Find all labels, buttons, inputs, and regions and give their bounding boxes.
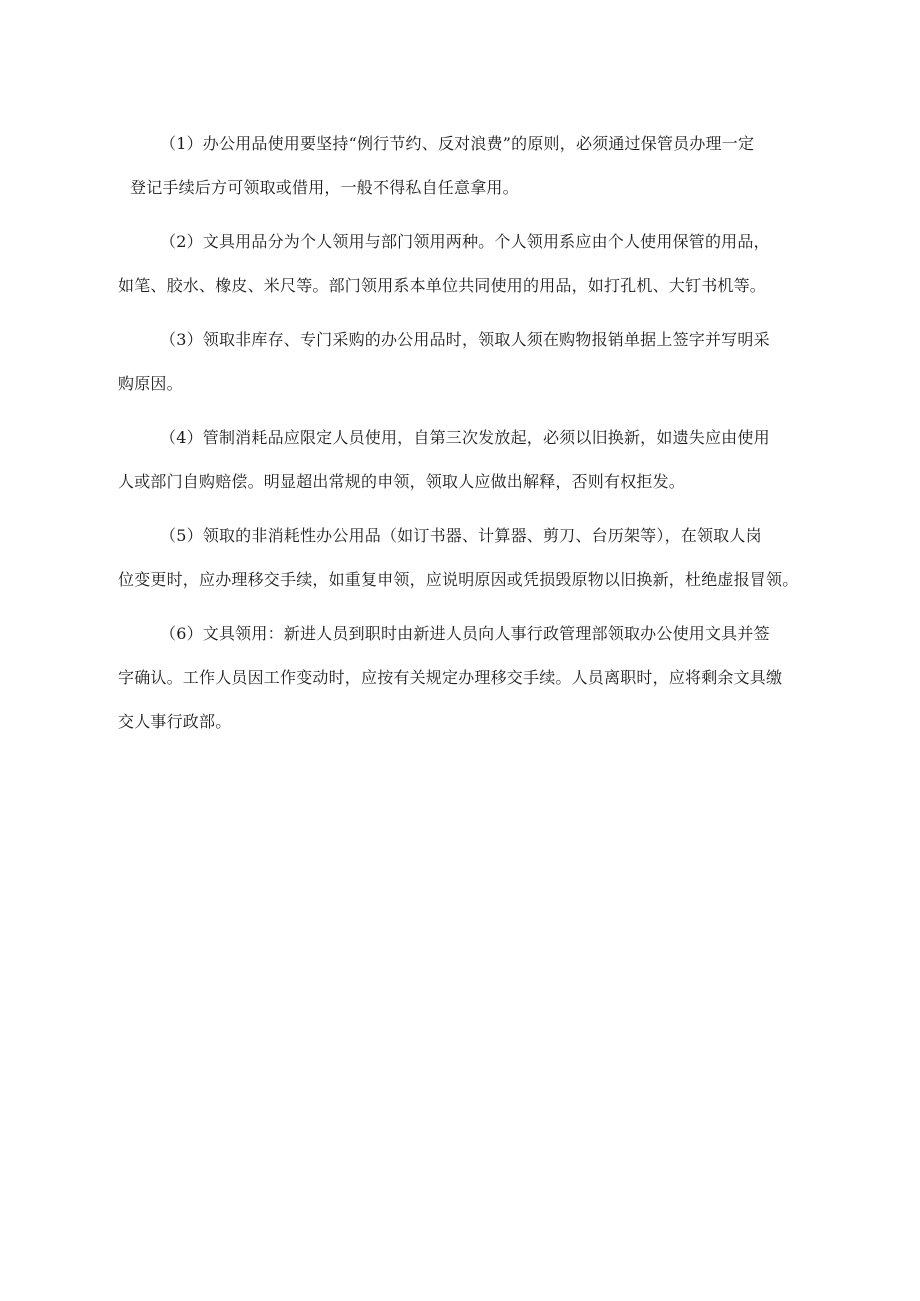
paragraph-3-line-1: （3）领取非库存、专门采购的办公用品时，领取人须在购物报销单据上签字并写明采 bbox=[160, 330, 770, 349]
paragraph-2-line-2: 如笔、胶水、橡皮、米尺等。部门领用系本单位共同使用的用品，如打孔机、大钉书机等。 bbox=[118, 276, 767, 295]
paragraph-5 bbox=[118, 524, 818, 592]
paragraph-1 bbox=[118, 132, 818, 200]
paragraph-4-line-1: （4）管制消耗品应限定人员使用，自第三次发放起，必须以旧换新，如遗失应由使用 bbox=[160, 428, 770, 447]
paragraph-6-line-2: 字确认。工作人员因工作变动时，应按有关规定办理移交手续。人员离职时，应将剩余文具缴 bbox=[118, 668, 783, 687]
paragraph-3-line-2: 购原因。 bbox=[118, 374, 183, 393]
paragraph-2-line-1: （2）文具用品分为个人领用与部门领用两种。个人领用系应由个人使用保管的用品， bbox=[160, 232, 770, 251]
paragraph-5-line-2: 位变更时，应办理移交手续，如重复申领，应说明原因或凭损毁原物以旧换新，杜绝虚报冒领。 bbox=[118, 570, 799, 589]
paragraph-6 bbox=[118, 622, 818, 734]
paragraph-6-line-1: （6）文具领用：新进人员到职时由新进人员向人事行政管理部领取办公使用文具并签 bbox=[160, 624, 770, 643]
document-body bbox=[118, 132, 818, 734]
paragraph-6-line-3: 交人事行政部。 bbox=[118, 712, 232, 731]
paragraph-1-line-1: （1）办公用品使用要坚持“例行节约、反对浪费”的原则，必须通过保管员办理一定 bbox=[160, 134, 755, 153]
paragraph-4 bbox=[118, 426, 818, 494]
paragraph-4-line-2: 人或部门自购赔偿。明显超出常规的申领，领取人应做出解释，否则有权拒发。 bbox=[118, 472, 686, 491]
paragraph-5-line-1: （5）领取的非消耗性办公用品（如订书器、计算器、剪刀、台历架等），在领取人岗 bbox=[160, 526, 762, 545]
paragraph-1-line-2: 登记手续后方可领取或借用，一般不得私自任意拿用。 bbox=[130, 178, 519, 197]
paragraph-2 bbox=[118, 230, 818, 298]
paragraph-3 bbox=[118, 328, 818, 396]
